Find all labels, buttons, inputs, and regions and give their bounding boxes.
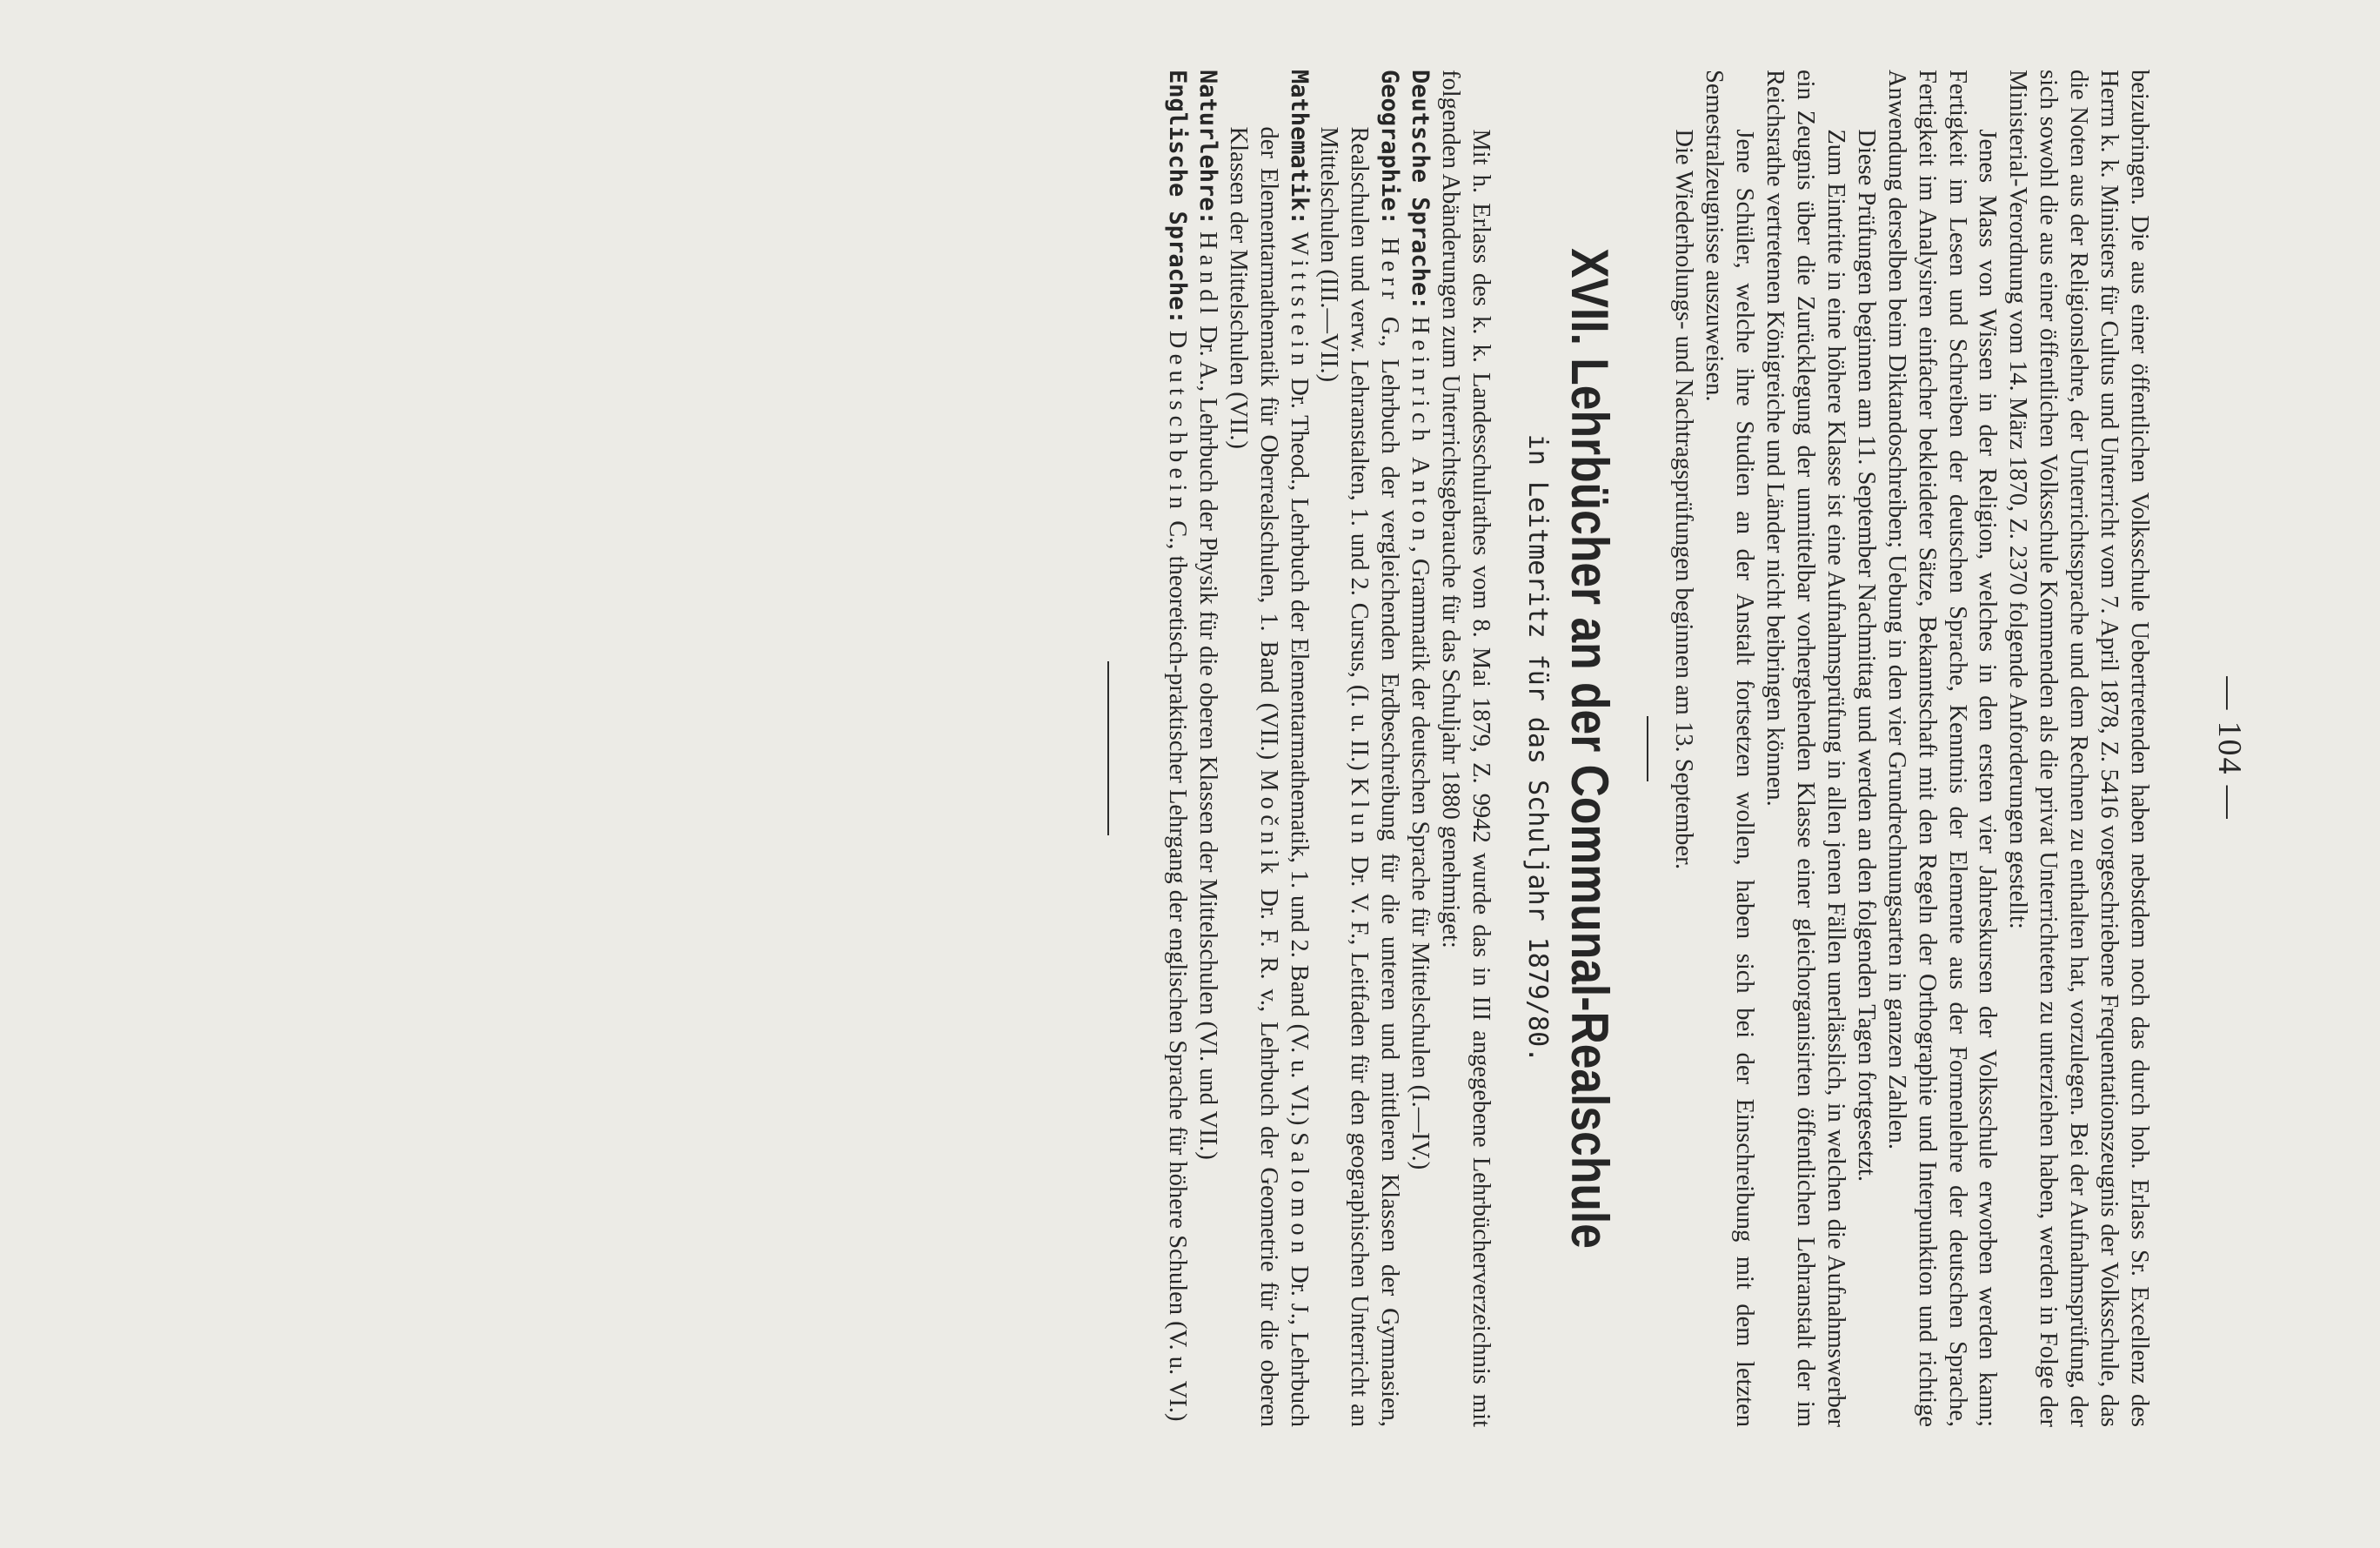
subject-name: Naturlehre: xyxy=(1193,70,1221,225)
document-page xyxy=(1107,70,2248,1428)
author-name: Močnik xyxy=(1254,769,1282,880)
subject-entry-geo xyxy=(1314,70,1405,1427)
paragraph-p4: Zum Eintritte in eine höhere Klasse ist eine Aufnahmsprüfung in allen jenen Fällen unerlässlich, in welchen die Aufnahmswerber ein Zeugnis über die Zurücklegung der unmittelbar vorhergehenden Klasse einer gleichorganisirten öffentlichen Lehranstalt der im Reichsrathe vertretenen Königreiche und Länder nicht beibringen können. xyxy=(1762,70,1849,1427)
subject-text xyxy=(1286,225,1313,232)
paragraph-p2: Jenes Mass von Wissen in der Religion, welches in den ersten vier Jahreskursen der Volksschule erworben werden kann; Fertigkeit im Lesen und Schreiben der deutschen Sprache, Kenntnis der Elemente aus der Formenlehre der deutschen Sprache, Fertigkeit im Analysiren einfacher bekleideter Sätze, Bekanntschaft mit den Regeln der Orthographie und Interpunktion und richtige Anwendung derselben beim Diktandoschreiben; Uebung in den vier Grundrechnungsarten in ganzen Zahlen. xyxy=(1882,70,2002,1427)
paragraph-p5: Jene Schüler, welche ihre Studien an der Anstalt fortsetzen wollen, haben sich bei der Einschreibung mit dem letzten Semestralzeugnisse auszuweisen. xyxy=(1701,70,1759,1427)
author-name: Handl xyxy=(1193,231,1221,319)
subject-text: Dr. V. F., Leitfaden für den geographischen Unterricht an Mittelschulen (III.—VII.) xyxy=(1315,126,1374,1427)
subject-entry-deutsch xyxy=(1404,70,1434,1427)
author-name: Klun xyxy=(1346,777,1374,849)
author-name: Deutschbein xyxy=(1163,330,1191,515)
subject-name: Englische Sprache: xyxy=(1163,70,1191,325)
admission-text-block xyxy=(1668,70,2155,1427)
subject-text xyxy=(1194,225,1221,231)
subject-entry-math xyxy=(1222,70,1314,1427)
subject-text: G., Lehrbuch der vergleichenden Erdbeschreibung für die unteren und mittleren Klassen der Gymnasien, Realschulen und verw. Lehranstalten, 1. und 2. Cursus, (I. u. II.) xyxy=(1346,126,1404,1428)
subject-list xyxy=(1161,70,1434,1427)
author-name: Herr xyxy=(1376,237,1404,305)
author-name: Wittstein xyxy=(1285,231,1313,372)
subject-text: , Grammatik der deutschen Sprache für Mittelschulen (I.—IV.) xyxy=(1407,546,1434,1170)
subject-text xyxy=(1376,225,1403,238)
section-intro-paragraph: Mit h. Erlass des k. k. Landesschulrathes vom 8. Mai 1879, Z. 9942 wurde das in III angegebene Lehrbücherverzeichnis mit folgenden Abänderungen zum Unterrichtsgebrauche für das Schuljahr 1880 genehmiget: xyxy=(1437,70,1494,1427)
paragraph-p1: beizubringen. Die aus einer öffentlichen Volksschule Uebertretenden haben nebstdem noch das durch hoh. Erlass Sr. Excellenz des Herrn k. k. Ministers für Cultus und Unterricht vom 7. April 1878, Z. 5416 vorgeschriebene Frequentationszeugnis der Volksschule, das die Noten aus der Religionslehre, der Unterrichtssprache und dem Rechnen zu enthalten hat, vorzulegen. Bei der Aufnahmsprüfung, der sich sowohl die aus einer öffentlichen Volksschule Kommenden als die privat Unterrichteten zu unterziehen haben, werden in Folge der Ministerial-Verordnung vom 14. März 1870, Z. 2370 folgende Anforderungen gestellt: xyxy=(2004,70,2153,1427)
subject-text: Dr. Theod., Lehrbuch der Elementarmathematik, 1. und 2. Band (V. u. VI.) xyxy=(1285,371,1313,1133)
subject-name: Geographie: xyxy=(1376,70,1404,225)
section-subtitle: in Leitmeritz für das Schuljahr 1879/80. xyxy=(1522,433,1554,1063)
subject-name: Deutsche Sprache: xyxy=(1407,70,1434,311)
author-name: Heinrich Anton xyxy=(1407,316,1434,546)
subject-name: Mathematik: xyxy=(1285,70,1313,225)
end-divider xyxy=(1107,661,1109,835)
paragraph-p3: Diese Prüfungen beginnen am 11. September Nachmittag und werden an den folgenden Tagen fortgesetzt. xyxy=(1852,129,1880,1183)
section-title: XVII. Lehrbücher an der Communal-Realschule xyxy=(1561,248,1620,1249)
subject-entry-natur xyxy=(1192,70,1222,1427)
subject-text: Dr. A., Lehrbuch der Physik für die oberen Klassen der Mittelschulen (VI. und VII.) xyxy=(1193,318,1221,1160)
paragraph-p6: Die Wiederholungs- und Nachtragsprüfungen beginnen am 13. September. xyxy=(1670,129,1698,870)
section-divider-short xyxy=(1648,716,1649,781)
subject-text: C., theoretisch-praktischer Lehrgang der englischen Sprache für höhere Schulen (V. u. VI.) xyxy=(1163,514,1191,1422)
subject-entry-engl xyxy=(1161,70,1192,1427)
subject-text xyxy=(1164,325,1191,331)
author-name: Salomon xyxy=(1285,1132,1313,1259)
subject-text: Dr. F. R. v., Lehrbuch der Geometrie für die oberen Klassen der Mittelschulen (VII.) xyxy=(1224,126,1282,1427)
page-number: — 104 — xyxy=(2211,676,2248,821)
subject-text: Dr. J., Lehrbuch der Elementarmathematik für Oberrealschulen, 1. Band (VII.) xyxy=(1254,126,1313,1427)
